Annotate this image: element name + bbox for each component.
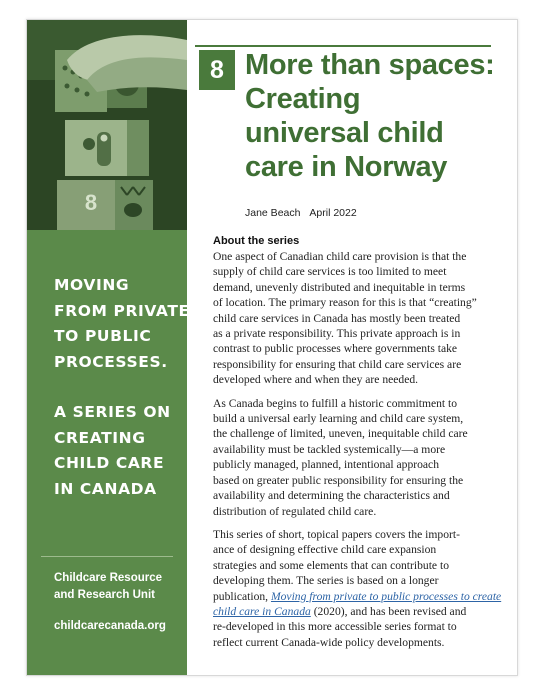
sidebar-divider (41, 556, 173, 557)
text-line: as a private responsibility. This private approach is in (213, 327, 461, 341)
text-line: build a universal early learning and child care system, (213, 412, 464, 426)
series-title-line: PROCESSES. (54, 352, 168, 371)
page-title-line: universal child (245, 117, 444, 149)
text-line: re-developed in this more accessible series format to (213, 620, 457, 634)
paper-number-badge: 8 (199, 50, 235, 90)
text-line: publicly managed, planned, intentional approach (213, 458, 440, 472)
about-series-body (213, 249, 503, 658)
publisher-name-line: Childcare Resource (54, 572, 163, 584)
series-title-line: FROM PRIVATE (54, 301, 190, 320)
text-line: the challenge of limited, uneven, inequitable child care (213, 427, 468, 441)
text-line: responsibility for ensuring that child care services are (213, 357, 462, 371)
text-line (213, 589, 503, 604)
publisher-name-line: and Research Unit (54, 588, 155, 601)
publisher-name (54, 570, 184, 603)
cover-photo-toy-blocks (27, 20, 187, 230)
text-line: supply of child care services is too limited to meet (213, 265, 447, 279)
website-url[interactable]: childcarecanada.org (54, 620, 166, 632)
series-title-line: TO PUBLIC (54, 327, 152, 345)
paragraph-3 (213, 527, 503, 650)
page-title-line: Creating (245, 83, 361, 115)
text-line: developed where and when they are needed. (213, 373, 419, 387)
text-line (213, 604, 503, 619)
text-line: demand, unevenly distributed and inequitable in terms (213, 280, 466, 294)
text-line: contrast to public processes where governments take (213, 342, 458, 356)
text-line: availability must be tackled systemically—a more (213, 442, 446, 456)
section-heading: About the series (213, 235, 300, 247)
publication-link[interactable]: Moving from private to public processes to create (270, 589, 502, 603)
series-title-line: MOVING (54, 276, 130, 294)
middle-toy-block (65, 120, 127, 176)
text-line: As Canada begins to fulfill a historic commitment to (213, 396, 458, 410)
text-line: One aspect of Canadian child care provision is that the (213, 250, 467, 263)
block-numeral: 8 (84, 190, 98, 215)
series-title-line: A SERIES ON (54, 403, 171, 421)
author-name: Jane Beach (245, 207, 301, 219)
text-line: ance of designing effective child care expansion (213, 543, 437, 557)
publication-link-continued[interactable]: child care in Canada (213, 604, 311, 618)
text-line: availability and determining the characteristics and (213, 489, 450, 503)
text-line: strategies and some elements that can contribute to (213, 558, 449, 572)
toy-blocks-illustration (27, 20, 187, 230)
series-title-line: CHILD CARE (54, 454, 165, 472)
text-line: child care services in Canada has mostly been treated (213, 311, 461, 325)
text-line: based on greater public responsibility for ensuring the (213, 473, 464, 487)
text-fragment: publication, (213, 589, 271, 603)
series-title-line: CREATING (54, 428, 146, 447)
paragraph-2 (213, 396, 503, 519)
report-cover-page (26, 19, 518, 676)
page-title (245, 48, 505, 184)
text-fragment: (2020), and has been revised and (310, 604, 467, 618)
text-line: distribution of regulated child care. (213, 504, 377, 518)
sidebar (27, 20, 190, 675)
publication-date: April 2022 (309, 207, 357, 219)
text-line: This series of short, topical papers covers the import- (213, 527, 460, 541)
text-line: of location. The primary reason for this is that “creating” (213, 296, 477, 310)
text-line: reflect current Canada-wide policy developments. (213, 635, 445, 649)
byline (245, 207, 357, 219)
text-line: developing them. The series is based on a longer (213, 574, 439, 588)
series-title-line: IN CANADA (54, 479, 157, 498)
paragraph-1 (213, 249, 503, 388)
page-title-line: care in Norway (245, 151, 448, 183)
title-rule (195, 45, 491, 47)
page-title-line: More than spaces: (245, 49, 495, 81)
series-title (54, 273, 190, 502)
